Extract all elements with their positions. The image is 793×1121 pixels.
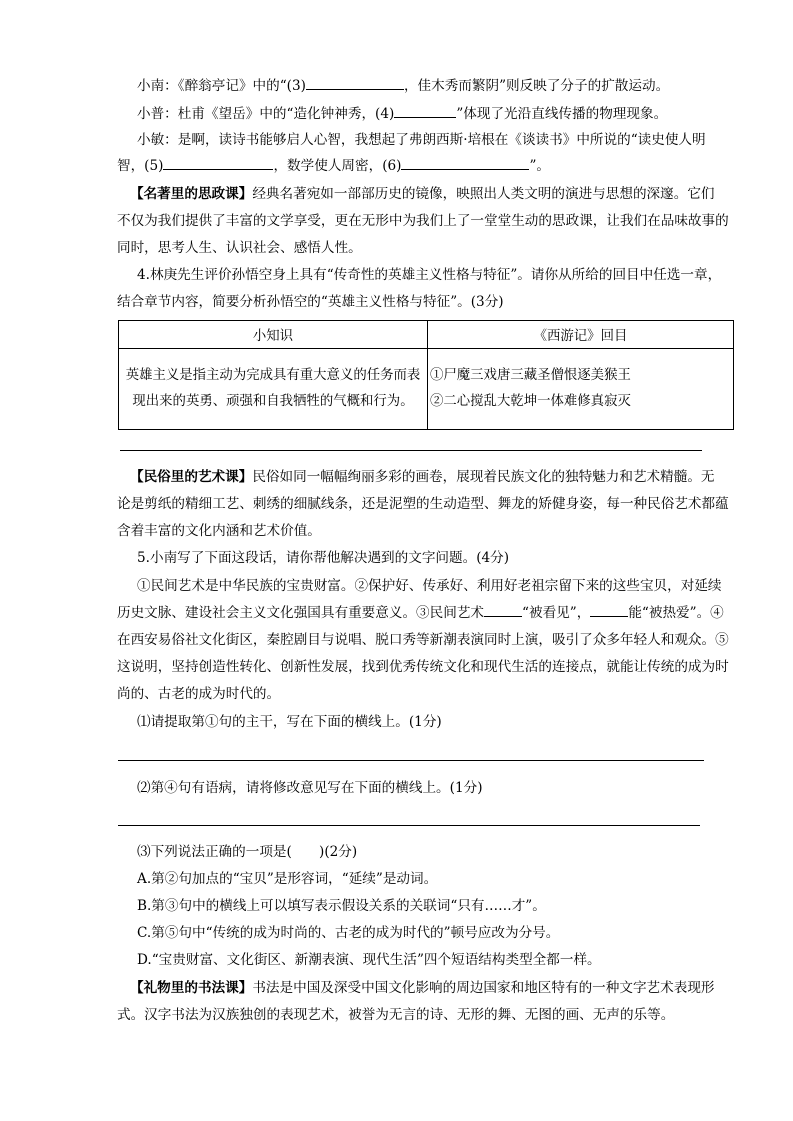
- q5-option-d[interactable]: D.“宝贵财富、文化街区、新潮表演、现代生活”四个短语结构类型全都一样。: [137, 952, 601, 968]
- xiaomin-line-1: 小敏：是啊，读诗书能够启人心智，我想起了弗朗西斯·培根在《谈读书》中所说的“读史使人明: [137, 132, 706, 148]
- q5-passage-4: 这说明，坚持创造性转化、创新性发展，找到优秀传统文化和现代生活的连接点，就能让传统的成为时: [117, 659, 729, 675]
- section-tag-mingzhu: 【名著里的思政课】: [130, 186, 253, 202]
- chapter-option-1: ①尸魔三戏唐三藏圣僧恨逐美猴王: [430, 368, 631, 383]
- chapters-cell: [428, 349, 734, 430]
- table-header-chapters: 《西游记》回目: [428, 321, 734, 349]
- q4-answer-line[interactable]: [120, 450, 702, 451]
- q5-sub1-answer-line[interactable]: [118, 760, 704, 761]
- q5-passage-2: 历史文脉、建设社会主义文化强国具有重要意义。③民间艺术 “被看见”， 能“被热爱”。④: [117, 605, 724, 621]
- q4-prompt-1: 4.林庚先生评价孙悟空身上具有“传奇性的英雄主义性格与特征”。请你从所给的回目中任选一章，: [137, 267, 722, 283]
- table-header-knowledge: 小知识: [119, 321, 428, 349]
- knowledge-table: [118, 320, 734, 430]
- answer-blank-4[interactable]: [394, 104, 456, 118]
- section-tag-minsu: 【民俗里的艺术课】: [130, 469, 253, 485]
- answer-blank-6[interactable]: [401, 156, 529, 170]
- q4-prompt-2: 结合章节内容，简要分析孙悟空的“英雄主义性格与特征”。(3分): [117, 294, 504, 310]
- xiaonan-line: 小南：《醉翁亭记》中的“(3) ，佳木秀而繁阴”则反映了分子的扩散运动。: [137, 78, 670, 94]
- q5-option-c[interactable]: C.第⑤句中“传统的成为时尚的、古老的成为时代的”顿号应改为分号。: [137, 925, 560, 941]
- q5-passage-1: ①民间艺术是中华民族的宝贵财富。②保护好、传承好、利用好老祖宗留下来的这些宝贝，对延续: [137, 578, 722, 594]
- minsu-line-2: 论是剪纸的精细工艺、刺绣的细腻线条，还是泥塑的生动造型、舞龙的矫健身姿，每一种民俗艺术都蕴: [117, 496, 729, 512]
- passage-blank-2[interactable]: [590, 603, 628, 617]
- minsu-line-3: 含着丰富的文化内涵和艺术价值。: [117, 523, 321, 539]
- q5-passage-5: 尚的、古老的成为时代的。: [117, 686, 281, 702]
- minsu-line-1: 【民俗里的艺术课】民俗如同一幅幅绚丽多彩的画卷，展现着民族文化的独特魅力和艺术精髓。无: [130, 469, 715, 485]
- liwu-line-2: 式。汉字书法为汉族独创的表现艺术，被誉为无言的诗、无形的舞、无图的画、无声的乐等。: [117, 1007, 675, 1023]
- knowledge-cell: 英雄主义是指主动为完成具有重大意义的任务而表 现出来的英勇、顽强和自我牺牲的气概和行为。: [119, 349, 428, 430]
- q5-sub2-answer-line[interactable]: [118, 825, 700, 826]
- mingzhu-line-2: 不仅为我们提供了丰富的文学享受，更在无形中为我们上了一堂堂生动的思政课，让我们在品味故事的: [117, 213, 729, 229]
- xiaomin-line-2: 智，(5) ，数学使人周密，(6) ”。: [117, 158, 551, 174]
- mingzhu-line-3: 同时，思考人生、认识社会、感悟人性。: [117, 240, 362, 256]
- answer-blank-5[interactable]: [163, 156, 273, 170]
- passage-blank-1[interactable]: [484, 603, 522, 617]
- answer-blank-3[interactable]: [306, 76, 404, 90]
- mingzhu-line-1: 【名著里的思政课】经典名著宛如一部部历史的镜像，映照出人类文明的演进与思想的深邃。它们: [130, 186, 715, 202]
- q5-option-b[interactable]: B.第③句中的横线上可以填写表示假设关系的关联词“只有……才”。: [137, 898, 546, 914]
- chapter-option-2: ②二心搅乱大乾坤一体难修真寂灭: [430, 394, 631, 409]
- section-tag-liwu: 【礼物里的书法课】: [130, 980, 253, 996]
- liwu-line-1: 【礼物里的书法课】书法是中国及深受中国文化影响的周边国家和地区特有的一种文字艺术表现形: [130, 980, 715, 996]
- q5-option-a[interactable]: A.第②句加点的“宝贝”是形容词，“延续”是动词。: [137, 871, 438, 887]
- q5-passage-3: 在西安易俗社文化街区，秦腔剧目与说唱、脱口秀等新潮表演同时上演，吸引了众多年轻人和观众。⑤: [117, 632, 729, 648]
- q5-sub3: ⑶下列说法正确的一项是( )(2分): [137, 844, 358, 860]
- q5-sub1: ⑴请提取第①句的主干，写在下面的横线上。(1分): [137, 714, 442, 730]
- xiaopu-line: 小普：杜甫《望岳》中的“造化钟神秀，(4) ”体现了光沿直线传播的物理现象。: [137, 106, 668, 122]
- q5-sub2: ⑵第④句有语病，请将修改意见写在下面的横线上。(1分): [137, 780, 483, 796]
- q5-intro: 5.小南写了下面这段话，请你帮他解决遇到的文字问题。(4分): [137, 550, 510, 566]
